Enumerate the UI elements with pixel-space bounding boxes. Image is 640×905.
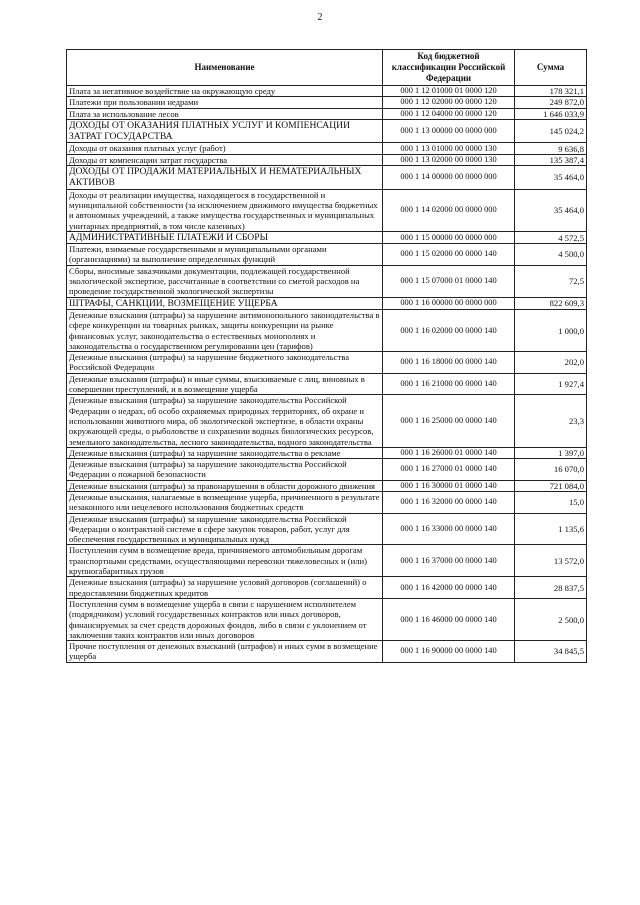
row-code: 000 1 14 02000 00 0000 000: [383, 189, 515, 231]
table-row: [67, 491, 587, 513]
row-amount: 249 872,0: [515, 97, 587, 108]
row-amount: 13 572,0: [515, 545, 587, 577]
row-name: Денежные взыскания (штрафы) за правонарушения в области дорожного движения: [67, 480, 383, 491]
row-name: ШТРАФЫ, САНКЦИИ, ВОЗМЕЩЕНИЕ УЩЕРБА: [67, 297, 383, 309]
row-amount: 1 646 033,9: [515, 108, 587, 119]
row-code: 000 1 16 21000 00 0000 140: [383, 373, 515, 395]
row-name: Платежи при пользовании недрами: [67, 97, 383, 108]
row-name: Денежные взыскания (штрафы) за нарушение законодательства о рекламе: [67, 447, 383, 458]
table-row: [67, 154, 587, 165]
table-row: [67, 513, 587, 545]
table-row: [67, 598, 587, 640]
table-row: [67, 459, 587, 481]
header-amount: Сумма: [515, 50, 587, 86]
row-code: 000 1 16 42000 00 0000 140: [383, 577, 515, 599]
row-amount: 72,5: [515, 265, 587, 297]
row-amount: 34 845,5: [515, 641, 587, 663]
row-name: Доходы от реализации имущества, находящегося в государственной и муниципальной собственности (за исключением движимого имущества бюджетных и автономных учреждений, а также имущества государственных и муниципальных унитарных предприятий, в том числе казенных): [67, 189, 383, 231]
row-name: Денежные взыскания (штрафы) за нарушение бюджетного законодательства Российской Федерации: [67, 352, 383, 374]
row-code: 000 1 16 00000 00 0000 000: [383, 297, 515, 309]
table-row: [67, 189, 587, 231]
row-name: Сборы, вносимые заказчиками документации, подлежащей государственной экологической экспертизе, рассчитанные в соответствии со сметой расходов на проведение государственной экологической экспертизы: [67, 265, 383, 297]
table-row: [67, 577, 587, 599]
row-code: 000 1 15 07000 01 0000 140: [383, 265, 515, 297]
row-name: Денежные взыскания (штрафы) за нарушение законодательства Российской Федерации о пожарной безопасности: [67, 459, 383, 481]
row-name: АДМИНИСТРАТИВНЫЕ ПЛАТЕЖИ И СБОРЫ: [67, 231, 383, 243]
row-amount: 9 636,8: [515, 143, 587, 154]
header-name: Наименование: [67, 50, 383, 86]
table-row: [67, 143, 587, 154]
table-row: [67, 244, 587, 266]
row-amount: 2 500,0: [515, 598, 587, 640]
table-row-group: [67, 166, 587, 190]
table-header-row: [67, 50, 587, 86]
row-name: Денежные взыскания, налагаемые в возмещение ущерба, причиненного в результате незаконного или нецелевого использования бюджетных средств: [67, 491, 383, 513]
header-code: Код бюджетной классификации Российской Федерации: [383, 50, 515, 86]
row-amount: 145 024,2: [515, 119, 587, 143]
row-code: 000 1 13 01000 00 0000 130: [383, 143, 515, 154]
revenue-table: [66, 49, 587, 663]
row-name: Доходы от компенсации затрат государства: [67, 154, 383, 165]
table-row: [67, 309, 587, 351]
row-amount: 4 500,0: [515, 244, 587, 266]
row-name: Денежные взыскания (штрафы) за нарушение условий договоров (соглашений) о предоставлении бюджетных кредитов: [67, 577, 383, 599]
row-amount: 135 387,4: [515, 154, 587, 165]
table-row: [67, 395, 587, 447]
row-name: Прочие поступления от денежных взысканий (штрафов) и иных сумм в возмещение ущерба: [67, 641, 383, 663]
row-name: Доходы от оказания платных услуг (работ): [67, 143, 383, 154]
row-code: 000 1 16 02000 00 0000 140: [383, 309, 515, 351]
table-row: [67, 86, 587, 97]
row-name: Денежные взыскания (штрафы) за нарушение антимонопольного законодательства в сфере конкуренции на товарных рынках, защиты конкуренции на рынке финансовых услуг, законодательства о естественных монополиях и законодательства о государственном регулировании цен (тарифов): [67, 309, 383, 351]
table-row: [67, 352, 587, 374]
row-amount: 4 572,5: [515, 231, 587, 243]
page-number: 2: [317, 12, 323, 23]
row-code: 000 1 16 25000 00 0000 140: [383, 395, 515, 447]
row-code: 000 1 12 04000 00 0000 120: [383, 108, 515, 119]
row-code: 000 1 16 27000 01 0000 140: [383, 459, 515, 481]
table-row: [67, 545, 587, 577]
table-row: [67, 373, 587, 395]
row-code: 000 1 13 00000 00 0000 000: [383, 119, 515, 143]
table-row: [67, 641, 587, 663]
row-name: Плата за использование лесов: [67, 108, 383, 119]
row-name: Поступления сумм в возмещение вреда, причиняемого автомобильным дорогам транспортными средствами, осуществляющими перевозки тяжеловесных и (или) крупногабаритных грузов: [67, 545, 383, 577]
row-amount: 15,0: [515, 491, 587, 513]
row-code: 000 1 13 02000 00 0000 130: [383, 154, 515, 165]
row-amount: 178 321,1: [515, 86, 587, 97]
row-amount: 1 397,0: [515, 447, 587, 458]
row-code: 000 1 14 00000 00 0000 000: [383, 166, 515, 190]
row-amount: 822 609,3: [515, 297, 587, 309]
table-row-group: [67, 119, 587, 143]
table-row-group: [67, 231, 587, 243]
row-code: 000 1 15 00000 00 0000 000: [383, 231, 515, 243]
row-amount: 721 084,0: [515, 480, 587, 491]
table-body: [67, 86, 587, 663]
row-amount: 1 135,6: [515, 513, 587, 545]
row-name: Поступления сумм в возмещение ущерба в связи с нарушением исполнителем (подрядчиком) условий государственных контрактов или иных договоров, финансируемых за счет средств дорожных фондов, либо в связи с уклонением от заключения таких контрактов или иных договоров: [67, 598, 383, 640]
row-code: 000 1 12 02000 00 0000 120: [383, 97, 515, 108]
row-amount: 16 070,0: [515, 459, 587, 481]
row-amount: 28 837,5: [515, 577, 587, 599]
row-code: 000 1 16 32000 00 0000 140: [383, 491, 515, 513]
row-name: Платежи, взимаемые государственными и муниципальными органами (организациями) за выполнение определенных функций: [67, 244, 383, 266]
table-row: [67, 480, 587, 491]
row-name: ДОХОДЫ ОТ ПРОДАЖИ МАТЕРИАЛЬНЫХ И НЕМАТЕРИАЛЬНЫХ АКТИВОВ: [67, 166, 383, 190]
row-code: 000 1 16 37000 00 0000 140: [383, 545, 515, 577]
table-row: [67, 447, 587, 458]
row-amount: 1 000,0: [515, 309, 587, 351]
table-row-group: [67, 297, 587, 309]
row-code: 000 1 16 30000 01 0000 140: [383, 480, 515, 491]
row-name: Денежные взыскания (штрафы) за нарушение законодательства Российской Федерации о недрах, об особо охраняемых природных территориях, об охране и использовании животного мира, об экологической экспертизе, в области охраны окружающей среды, о рыболовстве и сохранении водных биологических ресурсов, земельного законодательства, лесного законодательства, водного законодательства: [67, 395, 383, 447]
row-amount: 35 464,0: [515, 189, 587, 231]
table-row: [67, 97, 587, 108]
row-code: 000 1 15 02000 00 0000 140: [383, 244, 515, 266]
row-amount: 23,3: [515, 395, 587, 447]
row-code: 000 1 16 33000 00 0000 140: [383, 513, 515, 545]
row-name: ДОХОДЫ ОТ ОКАЗАНИЯ ПЛАТНЫХ УСЛУГ И КОМПЕНСАЦИИ ЗАТРАТ ГОСУДАРСТВА: [67, 119, 383, 143]
row-amount: 35 464,0: [515, 166, 587, 190]
row-code: 000 1 16 18000 00 0000 140: [383, 352, 515, 374]
row-name: Денежные взыскания (штрафы) и иные суммы, взыскиваемые с лиц, виновных в совершении преступлений, и в возмещение ущерба: [67, 373, 383, 395]
table-row: [67, 265, 587, 297]
table-row: [67, 108, 587, 119]
row-code: 000 1 16 46000 00 0000 140: [383, 598, 515, 640]
row-amount: 202,0: [515, 352, 587, 374]
row-amount: 1 927,4: [515, 373, 587, 395]
row-code: 000 1 12 01000 01 0000 120: [383, 86, 515, 97]
row-code: 000 1 16 90000 00 0000 140: [383, 641, 515, 663]
row-name: Денежные взыскания (штрафы) за нарушение законодательства Российской Федерации о контрактной системе в сфере закупок товаров, работ, услуг для обеспечения государственных и муниципальных нужд: [67, 513, 383, 545]
row-code: 000 1 16 26000 01 0000 140: [383, 447, 515, 458]
row-name: Плата за негативное воздействие на окружающую среду: [67, 86, 383, 97]
